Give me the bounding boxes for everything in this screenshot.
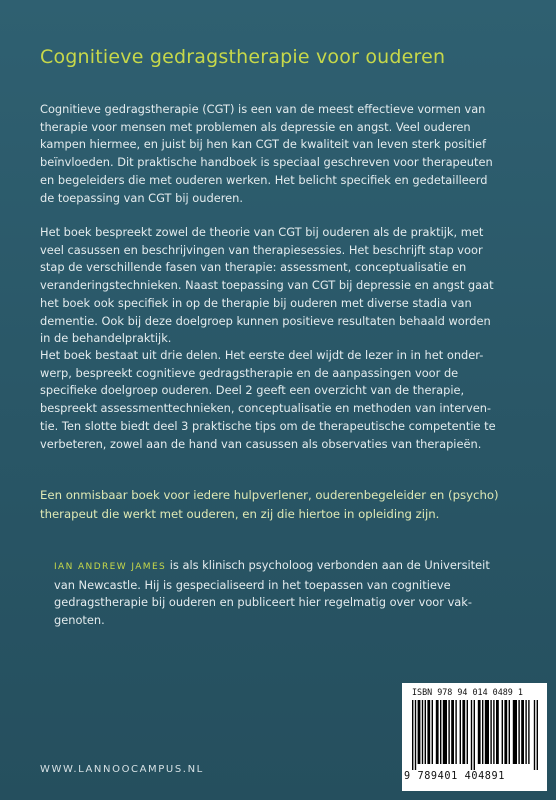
- author-name: IAN ANDREW JAMES: [54, 562, 167, 572]
- text-line: het boek ook specifiek in op de therapie bij ouderen met diverse stadia van: [40, 295, 472, 310]
- text-line: Het boek bespreekt zowel de theorie van CGT bij ouderen als de praktijk, met: [40, 225, 484, 239]
- text-line: specifieke doelgroep ouderen. Deel 2 geeft een overzicht van de therapie,: [40, 383, 465, 398]
- text-line: in de behandelpraktijk.: [40, 331, 172, 346]
- text-line: dementie. Ook bij deze doelgroep kunnen positieve resultaten behaald worden: [40, 313, 491, 328]
- description-paragraph-1: [40, 101, 522, 207]
- text-line: therapie voor mensen met problemen als depressie en angst. Veel ouderen: [40, 119, 471, 134]
- author-bio: [54, 557, 524, 630]
- text-line: tie. Ten slotte biedt deel 3 praktische tips om de therapeutische competentie te: [40, 418, 496, 433]
- isbn-barcode: [402, 683, 547, 791]
- text-line: werp, bespreekt cognitieve gedragstherapie en de aanpassingen voor de: [40, 365, 459, 380]
- highlight-quote: [40, 486, 530, 524]
- book-title: Cognitieve gedragstherapie voor ouderen: [40, 46, 446, 68]
- text-line: Het boek bestaat uit drie delen. Het eerste deel wijdt de lezer in in het onder-: [40, 348, 484, 362]
- text-line: de toepassing van CGT bij ouderen.: [40, 190, 244, 205]
- text-line: en begeleiders die met ouderen werken. Het belicht specifiek en gedetailleerd: [40, 172, 488, 187]
- isbn-label: ISBN 978 94 014 0489 1: [412, 687, 523, 697]
- barcode-digits: 9 789401 404891: [404, 771, 506, 782]
- description-paragraph-2: [40, 224, 522, 348]
- description-paragraph-3: [40, 347, 522, 453]
- author-bio-first-line: is als klinisch psycholoog verbonden aan de Universiteit: [166, 558, 490, 572]
- text-line: bespreekt assessmenttechnieken, conceptualisatie en methoden van interven-: [40, 401, 492, 416]
- text-line: stap de verschillende fasen van therapie: assessment, conceptualisatie en: [40, 260, 467, 275]
- barcode-icon: [412, 700, 538, 770]
- publisher-website: WWW.LANNOOCAMPUS.NL: [40, 764, 204, 775]
- text-line: therapeut die werkt met ouderen, en zij die hiertoe in opleiding zijn.: [40, 507, 440, 521]
- text-line: van Newcastle. Hij is gespecialiseerd in het toepassen van cognitieve: [54, 577, 451, 592]
- text-line: [54, 557, 524, 577]
- text-line: genoten.: [54, 613, 105, 628]
- text-line: Een onmisbaar boek voor iedere hulpverlener, ouderenbegeleider en (psycho): [40, 488, 499, 502]
- text-line: veranderingstechnieken. Naast toepassing van CGT bij depressie en angst gaat: [40, 278, 494, 293]
- text-line: gedragstherapie bij ouderen en publiceert hier regelmatig over voor vak-: [54, 595, 472, 610]
- text-line: Cognitieve gedragstherapie (CGT) is een van de meest effectieve vormen van: [40, 102, 486, 116]
- text-line: veel casussen en beschrijvingen van therapiesessies. Het beschrijft stap voor: [40, 242, 483, 257]
- text-line: beïnvloeden. Dit praktische handboek is speciaal geschreven voor therapeuten: [40, 155, 493, 170]
- text-line: kampen hiermee, en juist bij hen kan CGT de kwaliteit van leven sterk positief: [40, 137, 486, 152]
- text-line: verbeteren, zowel aan de hand van casussen als observaties van therapieën.: [40, 436, 482, 451]
